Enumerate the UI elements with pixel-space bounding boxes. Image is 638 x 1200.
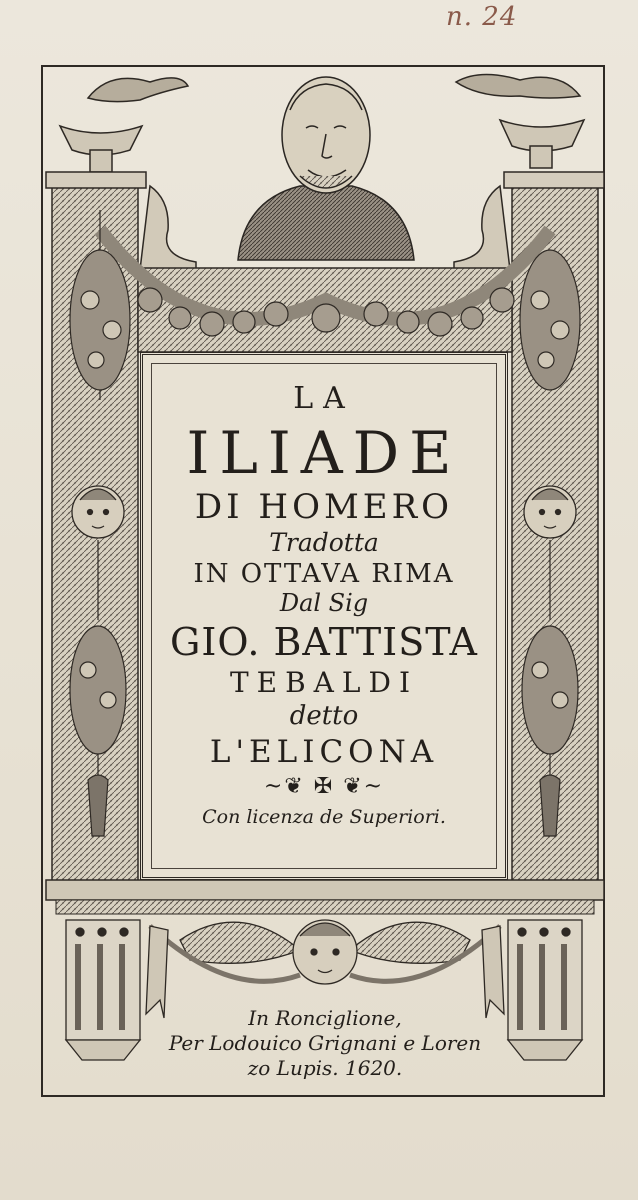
translator-surname: TEBALDI (229, 666, 418, 699)
title-author: DI HOMERO (194, 487, 454, 527)
license-line: Con licenza de Superiori. (202, 806, 446, 828)
right-scroll-icon (454, 186, 510, 270)
translator-nickname: L'ELICONA (209, 734, 439, 770)
title-article: LA (293, 381, 355, 416)
left-lamp-icon (60, 78, 188, 172)
fleuron-ornament-icon: ~❦ ✠ ❦~ (263, 774, 385, 799)
handwritten-annotation: n. 24 (446, 2, 518, 32)
imprint (150, 1006, 500, 1081)
title-main: ILIADE (186, 419, 462, 487)
right-pendant-garland-icon (520, 250, 580, 390)
imprint-place: In Ronciglione, (248, 1006, 402, 1030)
right-pedestal-icon (508, 920, 582, 1060)
right-lamp-icon (456, 74, 584, 168)
called-label: detto (289, 701, 359, 731)
translator-first-name: GIO. BATTISTA (170, 620, 478, 664)
by-label: Dal Sig (279, 589, 369, 617)
portrait-bust-icon (238, 77, 414, 260)
left-tassel-icon (88, 775, 108, 836)
right-putto-head-icon (524, 486, 576, 538)
winged-cherub-icon (146, 920, 504, 1018)
imprint-date: zo Lupis. 1620. (247, 1056, 403, 1080)
title-block (150, 380, 498, 827)
verse-form: IN OTTAVA RIMA (193, 559, 455, 589)
left-putto-head-icon (72, 486, 124, 538)
translated-label: Tradotta (269, 528, 379, 557)
imprint-printer: Per Lodouico Grignani e Loren (168, 1031, 482, 1055)
right-tassel-icon (540, 775, 560, 836)
left-pedestal-icon (66, 920, 140, 1060)
left-scroll-icon (140, 186, 196, 270)
